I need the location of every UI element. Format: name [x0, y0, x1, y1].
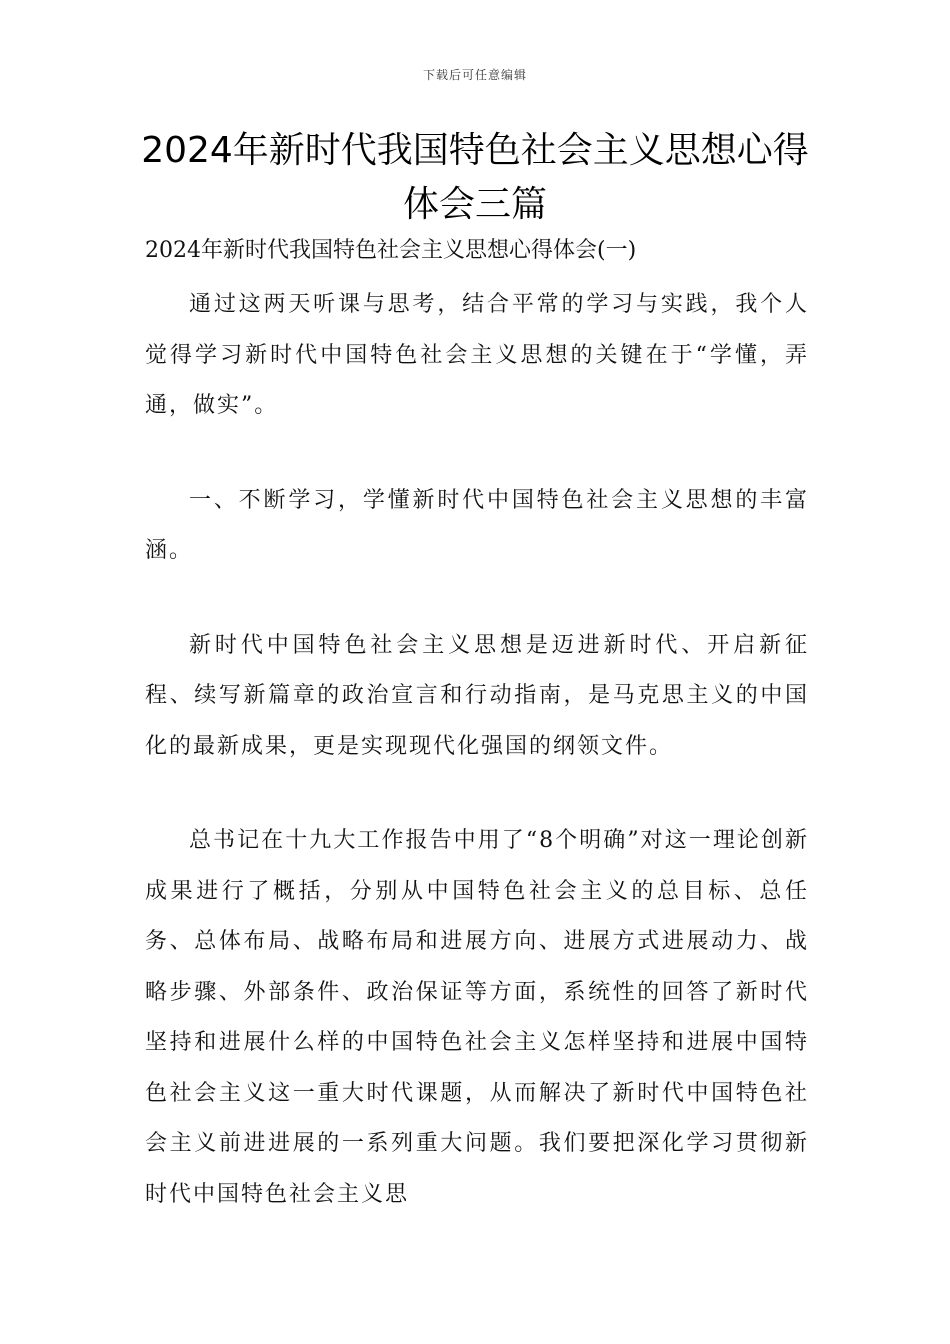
paragraph-definition: 新时代中国特色社会主义思想是迈进新时代、开启新征程、续写新篇章的政治宣言和行动指南，是马克思主义的中国化的最新成果，更是实现现代化强国的纲领文件。 [145, 632, 809, 759]
paragraph-eight-clarifications: 总书记在十九大工作报告中用了“8个明确”对这一理论创新成果进行了概括，分别从中国特色社会主义的总目标、总任务、总体布局、战略布局和进展方向、进展方式进展动力、战略步骤、外部条件、政治保证等方面，系统性的回答了新时代坚持和进展什么样的中国特色社会主义怎样坚持和进展中国特色社会主义这一重大时代课题，从而解决了新时代中国特色社会主义前进进展的一系列重大问题。我们要把深化学习贯彻新时代中国特色社会主义思 [145, 828, 809, 1207]
paragraph-gap [145, 577, 809, 621]
section-subtitle: 2024年新时代我国特色社会主义思想心得体会(一) [145, 238, 637, 263]
header-note: 下载后可任意编辑 [422, 68, 527, 82]
paragraph-gap [145, 772, 809, 816]
paragraph-gap [145, 432, 809, 476]
paragraph-intro: 通过这两天听课与思考，结合平常的学习与实践，我个人觉得学习新时代中国特色社会主义思想的关键在于“学懂，弄通，做实”。 [145, 292, 809, 418]
document-title: 2024年新时代我国特色社会主义思想心得体会三篇 [141, 130, 809, 225]
paragraph-heading-one: 一、不断学习，学懂新时代中国特色社会主义思想的丰富涵。 [145, 487, 809, 563]
document-body [145, 226, 809, 1220]
